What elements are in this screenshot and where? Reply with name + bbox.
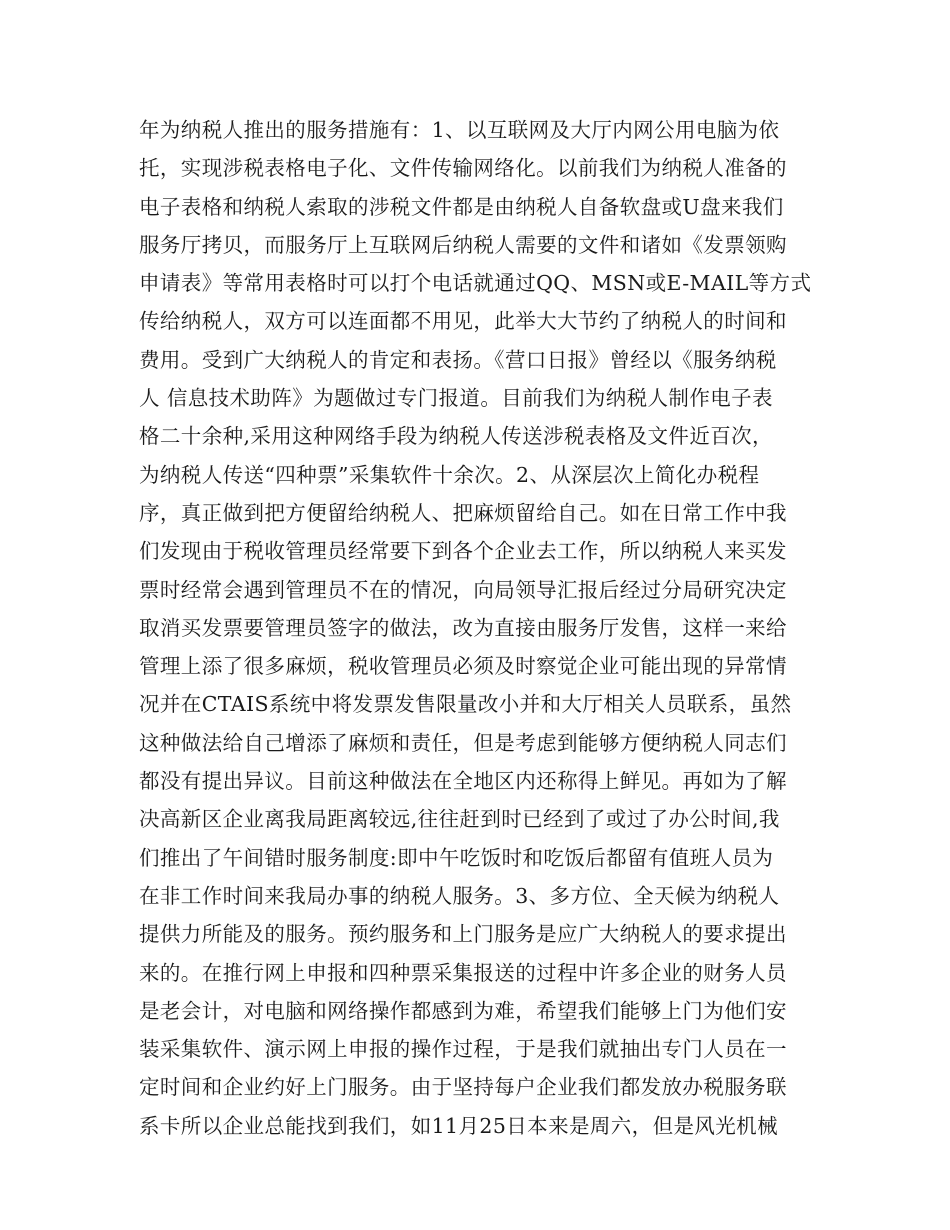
body-paragraph xyxy=(139,111,819,1145)
text-line: 是老会计，对电脑和网络操作都感到为难，希望我们能够上门为他们安 xyxy=(139,998,787,1023)
text-line: 况并在CTAIS系统中将发票发售限量改小并和大厅相关人员联系，虽然 xyxy=(139,692,792,717)
text-line: 都没有提出异议。目前这种做法在全地区内还称得上鲜见。再如为了解 xyxy=(139,769,787,794)
text-line: 申请表》等常用表格时可以打个电话就通过QQ、MSN或E-MAIL等方式 xyxy=(139,271,812,296)
text-line: 人 信息技术助阵》为题做过专门报道。目前我们为纳税人制作电子表 xyxy=(139,386,773,411)
text-line: 取消买发票要管理员签字的做法，改为直接由服务厅发售，这样一来给 xyxy=(139,615,787,640)
text-line: 系卡所以企业总能找到我们，如11月25日本来是周六，但是风光机械 xyxy=(139,1113,778,1138)
text-line: 们推出了午间错时服务制度:即中午吃饭时和吃饭后都留有值班人员为 xyxy=(139,845,774,870)
text-line: 决高新区企业离我局距离较远,往往赶到时已经到了或过了办公时间,我 xyxy=(139,807,780,832)
text-line: 提供力所能及的服务。预约服务和上门服务是应广大纳税人的要求提出 xyxy=(139,922,787,947)
text-line: 格二十余种,采用这种网络手段为纳税人传送涉税表格及文件近百次， xyxy=(139,424,773,449)
text-line: 年为纳税人推出的服务措施有：1、以互联网及大厅内网公用电脑为依 xyxy=(139,118,780,142)
text-line: 托，实现涉税表格电子化、文件传输网络化。以前我们为纳税人准备的 xyxy=(139,156,787,181)
text-line: 管理上添了很多麻烦，税收管理员必须及时察觉企业可能出现的异常情 xyxy=(139,654,787,679)
text-line: 们发现由于税收管理员经常要下到各个企业去工作，所以纳税人来买发 xyxy=(139,539,787,564)
text-line: 在非工作时间来我局办事的纳税人服务。3、多方位、全天候为纳税人 xyxy=(139,883,780,908)
text-line: 传给纳税人，双方可以连面都不用见，此举大大节约了纳税人的时间和 xyxy=(139,309,787,334)
text-line: 票时经常会遇到管理员不在的情况，向局领导汇报后经过分局研究决定 xyxy=(139,577,787,602)
text-line: 服务厅拷贝，而服务厅上互联网后纳税人需要的文件和诸如《发票领购 xyxy=(139,232,787,257)
text-line: 序，真正做到把方便留给纳税人、把麻烦留给自己。如在日常工作中我 xyxy=(139,500,787,525)
text-line: 这种做法给自己增添了麻烦和责任，但是考虑到能够方便纳税人同志们 xyxy=(139,730,787,755)
text-line: 电子表格和纳税人索取的涉税文件都是由纳税人自备软盘或U盘来我们 xyxy=(139,194,784,219)
text-line: 装采集软件、演示网上申报的操作过程，于是我们就抽出专门人员在一 xyxy=(139,1037,787,1062)
text-line: 来的。在推行网上申报和四种票采集报送的过程中许多企业的财务人员 xyxy=(139,960,787,985)
text-line: 定时间和企业约好上门服务。由于坚持每户企业我们都发放办税服务联 xyxy=(139,1075,787,1100)
text-line: 费用。受到广大纳税人的肯定和表扬。《营口日报》曾经以《服务纳税 xyxy=(139,347,777,372)
text-line: 为纳税人传送“四种票”采集软件十余次。2、从深层次上简化办税程 xyxy=(139,462,760,487)
